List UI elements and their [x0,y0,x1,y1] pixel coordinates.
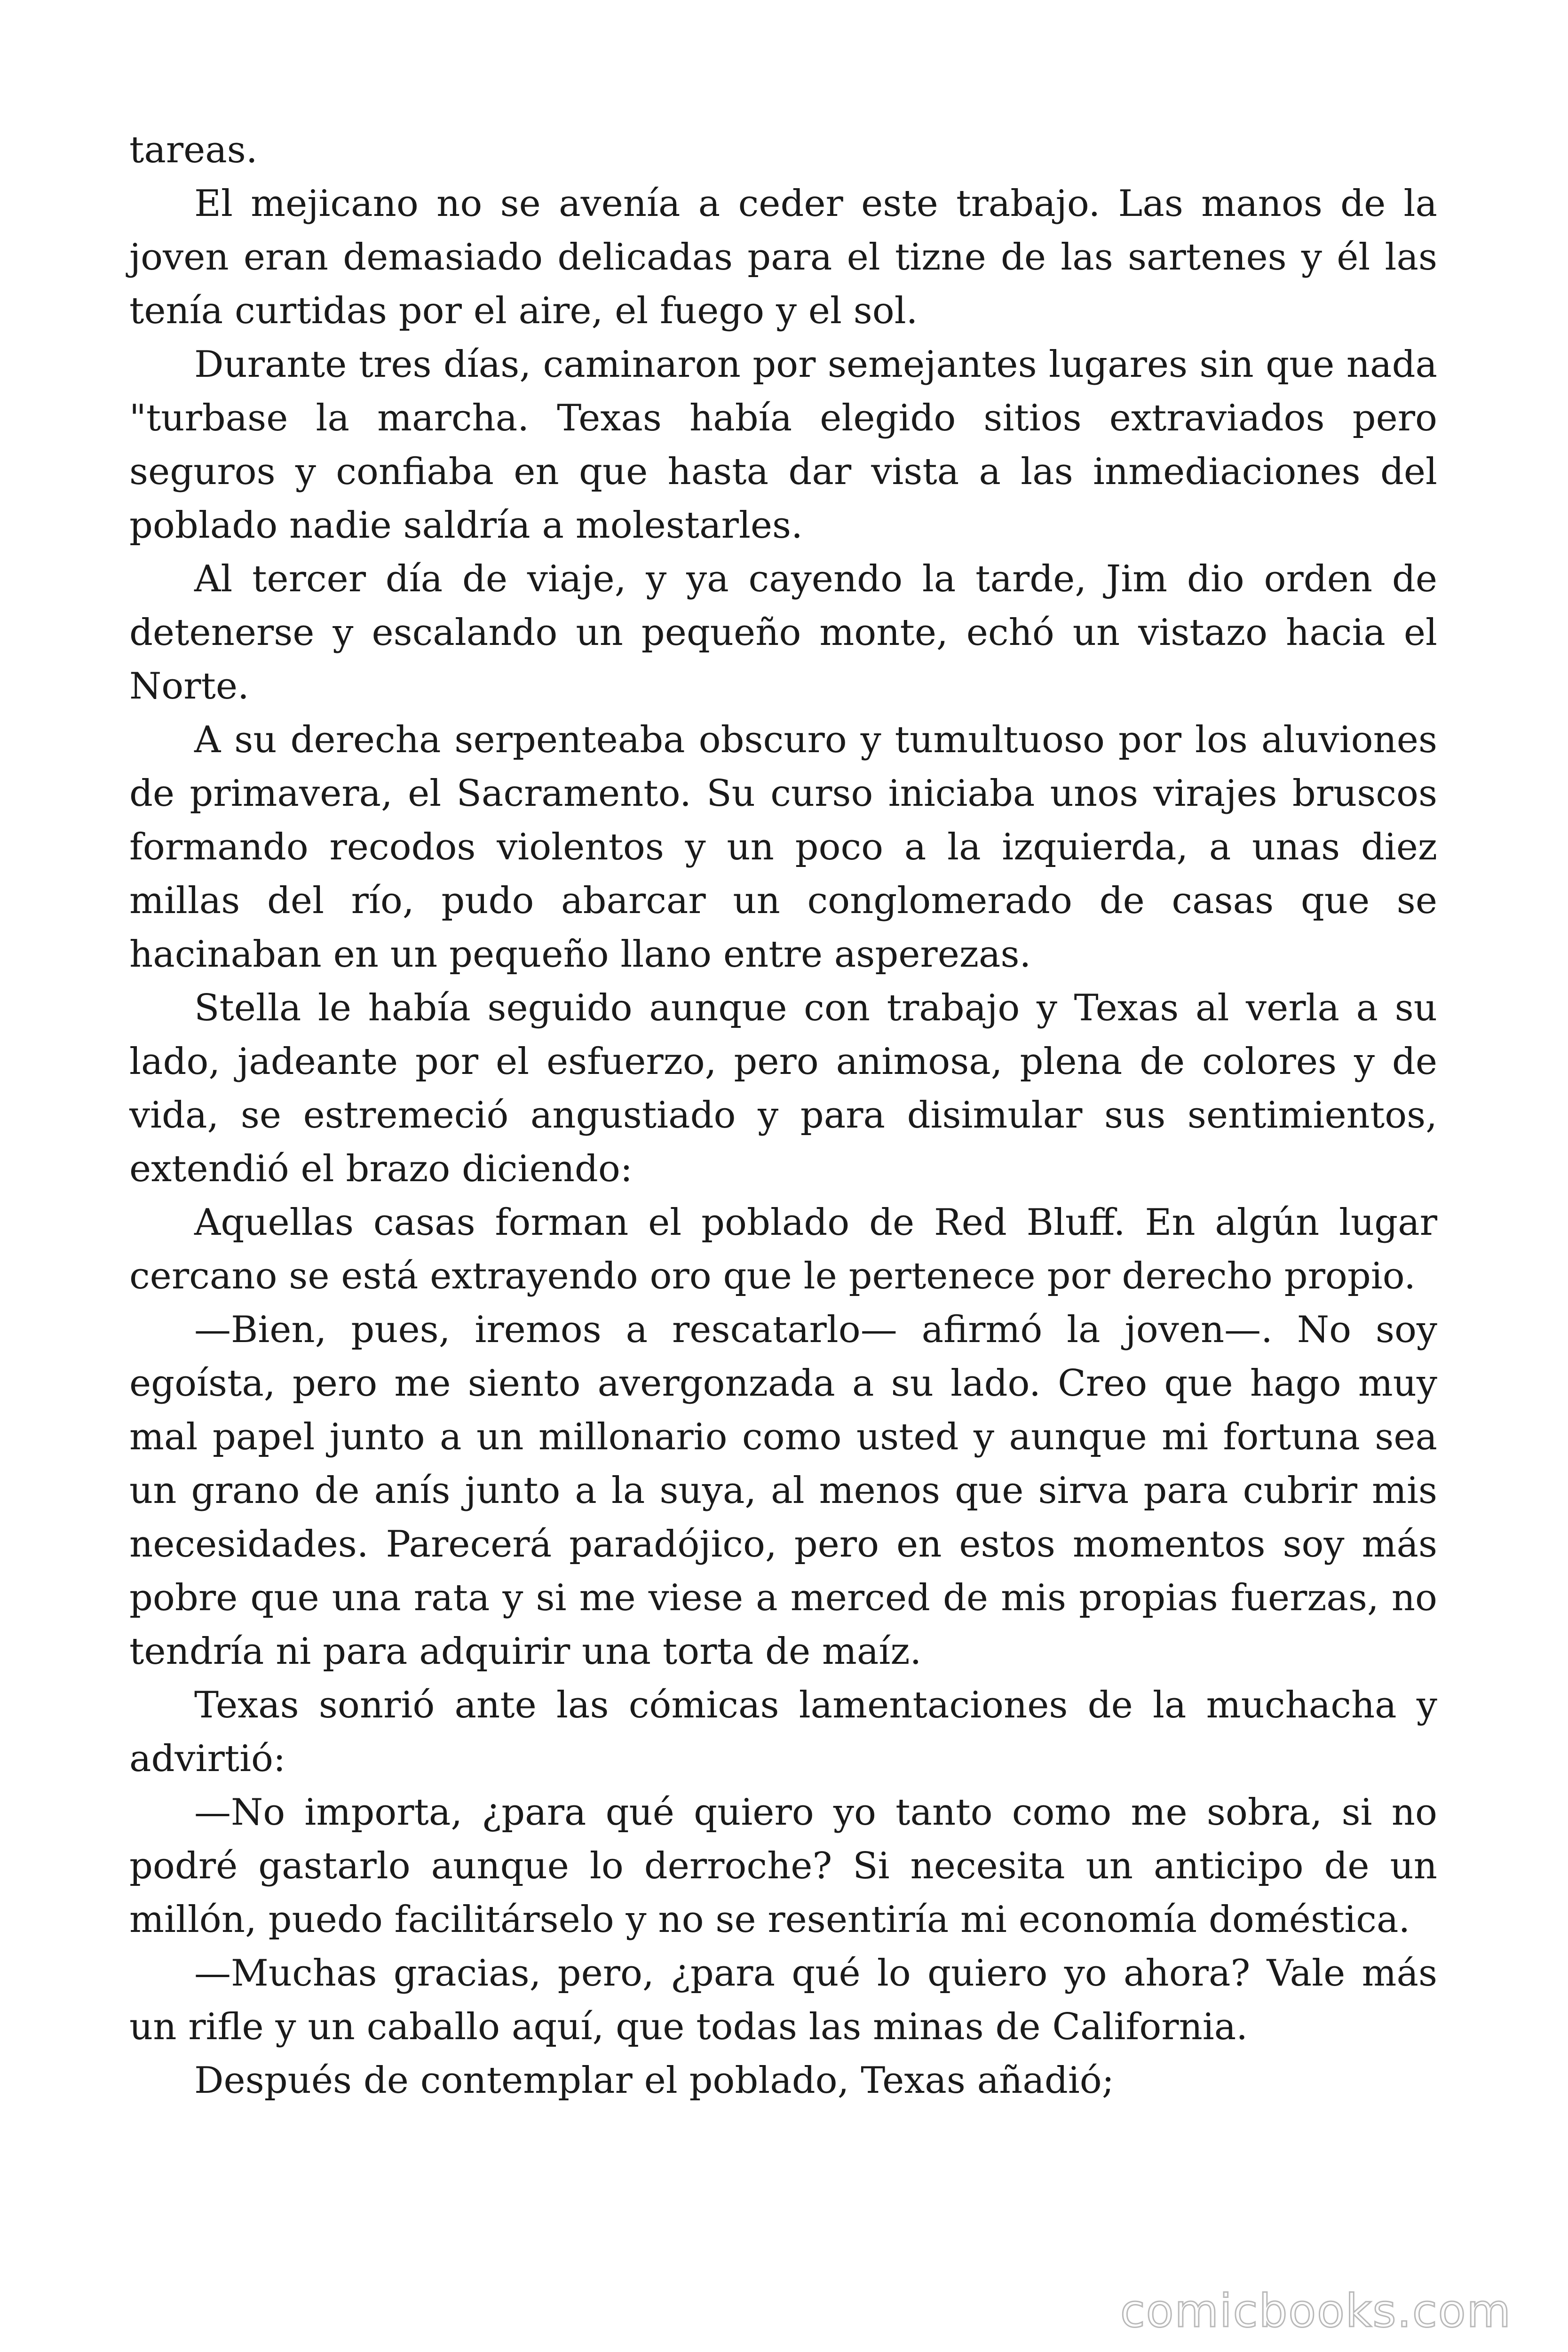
paragraph-7: Aquellas casas forman el poblado de Red Bluff. En algún lugar cercano se está extrayendo oro que le pertenece por derecho propio. [129,1201,1437,1297]
paragraph-8: —Bien, pues, iremos a rescatarlo— afirmó la joven—. No soy egoísta, pero me siento avergonzada a su lado. Creo que hago muy mal papel junto a un millonario como usted y aunque mi fortuna sea un grano de anís junto a la suya, al menos que sirva para cubrir mis necesidades. Parecerá paradójico, pero en estos momentos soy más pobre que una rata y si me viese a merced de mis propias fuerzas, no tendría ni para adquirir una torta de maíz. [129,1309,1437,1673]
paragraph-1: tareas. [129,129,258,171]
paragraph-5: A su derecha serpenteaba obscuro y tumultuoso por los aluviones de primavera, el Sacramento. Su curso iniciaba unos virajes bruscos formando recodos violentos y un poco a la izquierda, a unas diez millas del río, pudo abarcar un conglomerado de casas que se hacinaban en un pequeño llano entre asperezas. [129,719,1437,976]
paragraph-4: Al tercer día de viaje, y ya cayendo la tarde, Jim dio orden de detenerse y escalando un pequeño monte, echó un vistazo hacia el Norte. [129,558,1437,707]
paragraph-2: El mejicano no se avenía a ceder este trabajo. Las manos de la joven eran demasiado delicadas para el tizne de las sartenes y él las tenía curtidas por el aire, el fuego y el sol. [129,183,1437,332]
paragraph-3: Durante tres días, caminaron por semejantes lugares sin que nada "turbase la marcha. Texas había elegido sitios extraviados pero seguros y confiaba en que hasta dar vista a las inmediaciones del poblado nadie saldría a molestarles. [129,343,1437,547]
paragraph-11: —Muchas gracias, pero, ¿para qué lo quiero yo ahora? Vale más un rifle y un caballo aquí, que todas las minas de California. [129,1952,1437,2048]
paragraph-10: —No importa, ¿para qué quiero yo tanto como me sobra, si no podré gastarlo aunque lo derroche? Si necesita un anticipo de un millón, puedo facilitárselo y no se resentiría mi economía doméstica. [129,1791,1437,1941]
watermark: comicbooks.com [1120,2285,1512,2337]
paragraph-9: Texas sonrió ante las cómicas lamentaciones de la muchacha y advirtió: [129,1684,1437,1780]
body-text [129,123,1437,2107]
paragraph-6: Stella le había seguido aunque con trabajo y Texas al verla a su lado, jadeante por el esfuerzo, pero animosa, plena de colores y de vida, se estremeció angustiado y para disimular sus sentimientos, extendió el brazo diciendo: [129,987,1437,1190]
paragraph-12: Después de contemplar el poblado, Texas añadió; [194,2059,1115,2102]
